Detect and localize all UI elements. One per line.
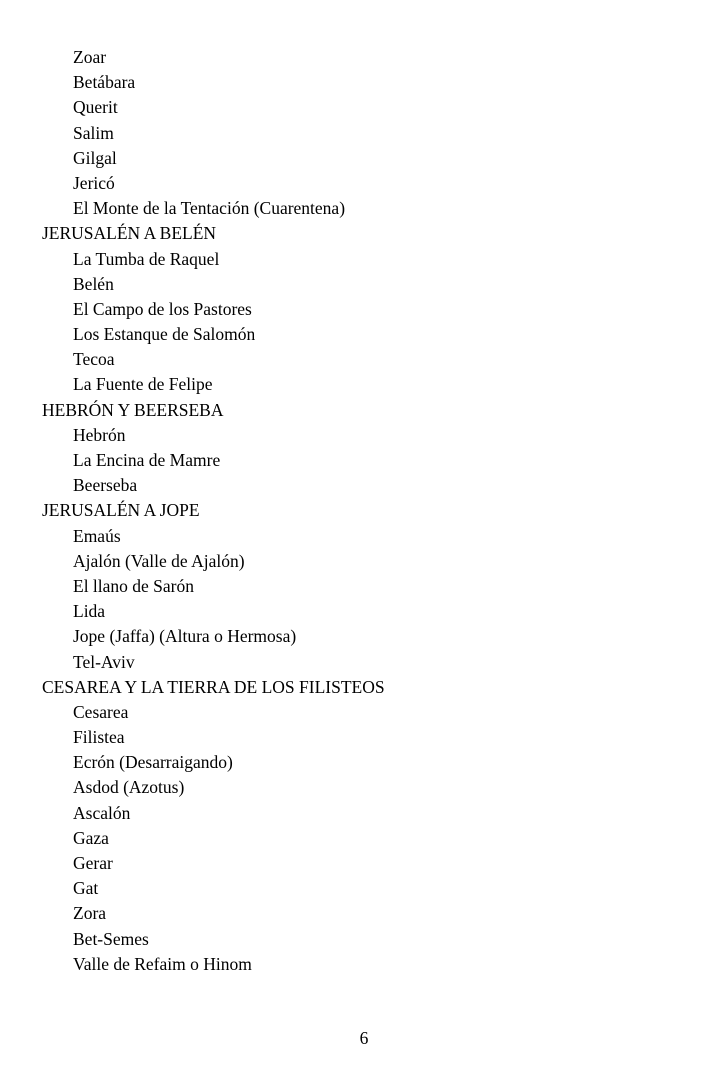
list-item: Ajalón (Valle de Ajalón) [73,550,245,571]
list-item: Los Estanque de Salomón [73,324,256,345]
list-item: Betábara [73,72,136,93]
list-item: Ecrón (Desarraigando) [73,752,233,773]
list-item: Jope (Jaffa) (Altura o Hermosa) [73,626,297,647]
list-item: Bet-Semes [73,928,149,949]
list-item: Zoar [73,47,107,67]
section-heading: HEBRÓN Y BEERSEBA [42,399,224,420]
list-item: La Tumba de Raquel [73,248,220,269]
list-item: El Monte de la Tentación (Cuarentena) [73,198,346,219]
list-item: Valle de Refaim o Hinom [73,953,252,974]
list-item: Gilgal [73,147,117,168]
list-item: El llano de Sarón [73,575,195,596]
list-item: Asdod (Azotus) [73,777,185,798]
section-heading: JERUSALÉN A JOPE [42,500,200,521]
page-number [0,1026,728,1051]
list-item: Querit [73,97,118,118]
list-item: Lida [73,601,106,622]
list-item: Belén [73,273,114,294]
list-item: La Encina de Mamre [73,450,221,470]
list-item: Zora [73,903,107,924]
section-heading: CESAREA Y LA TIERRA DE LOS FILISTEOS [42,676,385,697]
list-item: Ascalón [73,802,131,823]
list-item: Cesarea [73,701,129,722]
list-item: Gat [73,878,99,899]
list-item: La Fuente de Felipe [73,374,213,395]
list-item: Salim [73,122,114,143]
list-item: Hebrón [73,424,126,445]
list-item: Jericó [73,172,115,193]
list-item: El Campo de los Pastores [73,298,252,319]
list-item: Emaús [73,525,121,546]
list-item: Gaza [73,827,109,848]
list-item: Filistea [73,727,125,748]
list-item: Beerseba [73,475,138,496]
section-heading: JERUSALÉN A BELÉN [42,223,217,244]
list-item: Tel-Aviv [73,651,135,672]
list-item: Gerar [73,853,113,873]
page-number-text: 6 [359,1028,369,1048]
table-of-contents [42,45,682,977]
list-item: Tecoa [73,349,115,370]
